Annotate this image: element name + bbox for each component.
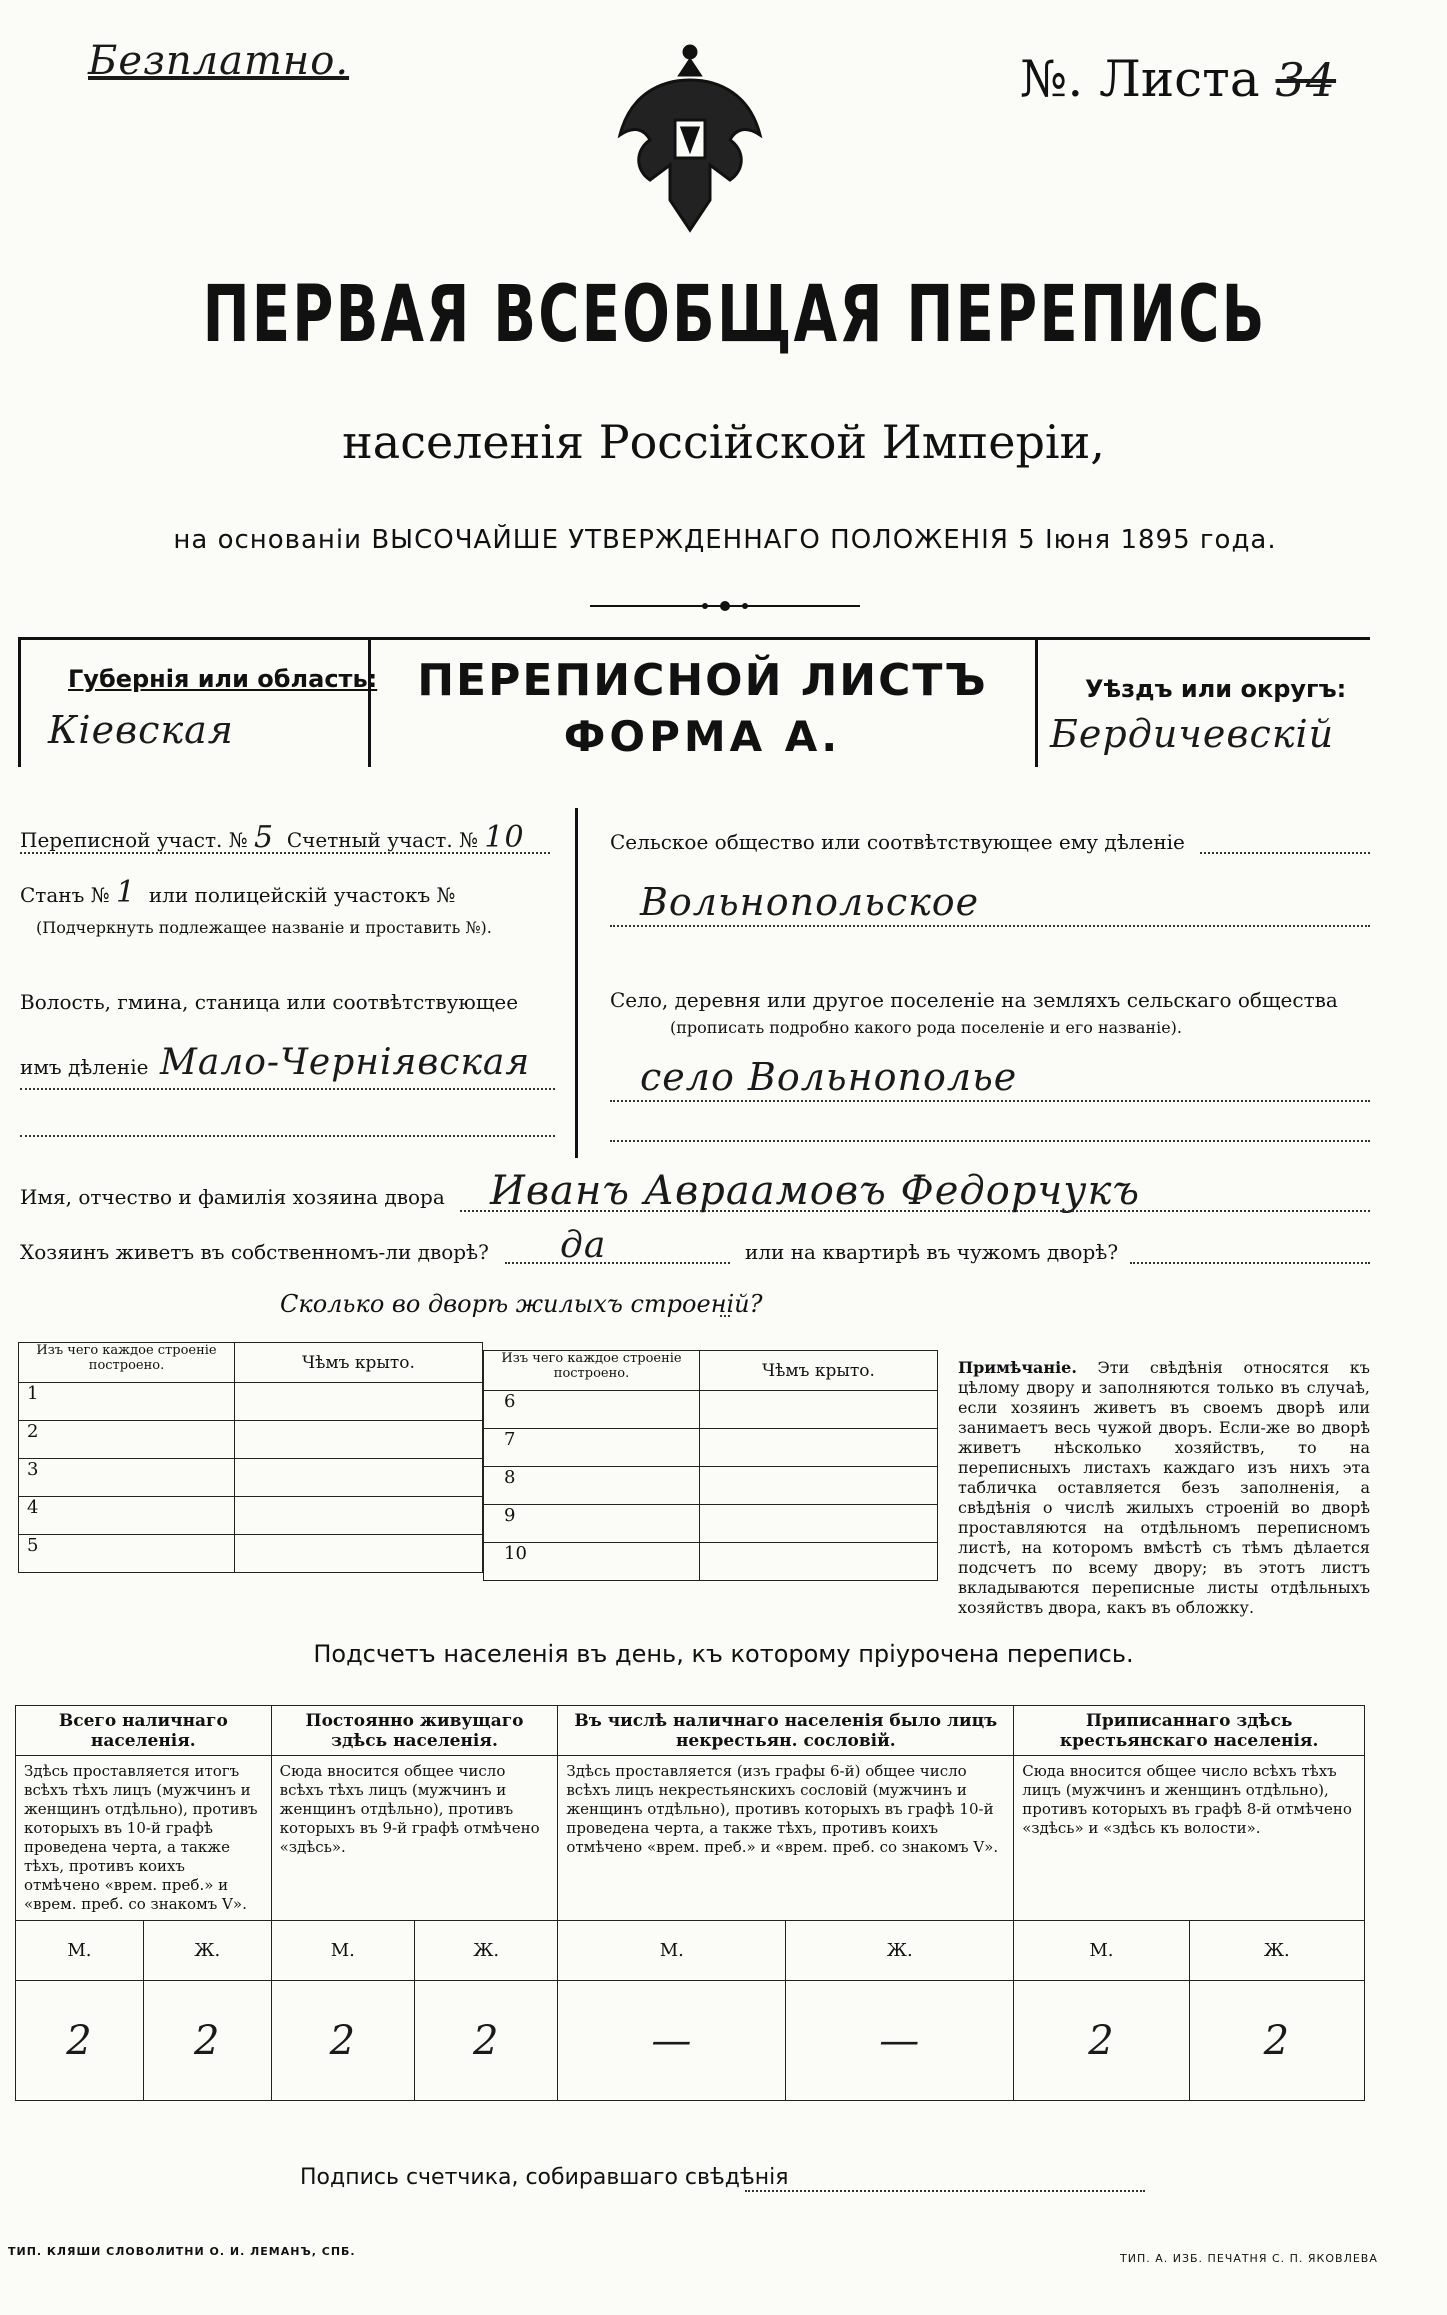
buildings-row-number: 2: [19, 1421, 235, 1459]
buildings-question: Сколько во дворѣ жилыхъ строеній?: [280, 1290, 763, 1318]
population-col-desc: Сюда вносится общее число всѣхъ тѣхъ лицъ (мужчинъ и женщинъ отдѣльно), противъ которыхъ въ графѣ 8-й отмѣчено «здѣсь» и «здѣсь къ волости».: [1014, 1756, 1365, 1921]
census-district-value: 5: [254, 820, 275, 855]
population-table: [15, 1705, 1365, 2101]
buildings-row-cell[interactable]: [700, 1543, 938, 1581]
buildings-row-number: 4: [19, 1497, 235, 1535]
main-title: ПЕРВАЯ ВСЕОБЩАЯ ПЕРЕПИСЬ: [202, 270, 1267, 360]
owner-rent-label: или на квартирѣ въ чужомъ дворѣ?: [745, 1240, 1119, 1264]
female-header: Ж.: [143, 1921, 271, 1981]
male-header: М.: [558, 1921, 786, 1981]
buildings-col-roof: Чѣмъ крыто.: [235, 1343, 483, 1383]
population-col-title: Приписаннаго здѣсь крестьянскаго населенія.: [1014, 1706, 1365, 1756]
population-col-title: Постоянно живущаго здѣсь населенія.: [271, 1706, 558, 1756]
printer-right: ТИП. А. ИЗБ. ПЕЧАТНЯ С. П. ЯКОВЛЕВА: [1120, 2252, 1378, 2265]
form-subtitle: ФОРМА А.: [563, 712, 842, 761]
form-title: ПЕРЕПИСНОЙ ЛИСТЪ: [417, 655, 988, 706]
count-district-value: 10: [484, 820, 525, 855]
stan-value: 1: [116, 875, 137, 910]
society-value: Вольнопольское: [640, 880, 980, 924]
uezd-label: Уѣздъ или округъ:: [1085, 675, 1347, 703]
female-header: Ж.: [786, 1921, 1014, 1981]
signature-label: Подпись счетчика, собиравшаго свѣдѣнія: [300, 2165, 789, 2190]
buildings-row-number: 1: [19, 1383, 235, 1421]
buildings-row-number: 8: [484, 1467, 700, 1505]
stan-label: Станъ №: [20, 883, 110, 907]
sheet-number: 34: [1275, 53, 1337, 107]
buildings-row-number: 7: [484, 1429, 700, 1467]
uezd-value: Бердичевскій: [1050, 712, 1335, 756]
buildings-row-number: 5: [19, 1535, 235, 1573]
stan-note: (Подчеркнуть подлежащее названіе и проставить №).: [36, 918, 492, 937]
owner-lives-value: да: [560, 1225, 607, 1266]
law-reference: на основаніи ВЫСОЧАЙШЕ УТВЕРЖДЕННАГО ПОЛОЖЕНІЯ 5 Іюня 1895 года.: [173, 525, 1277, 555]
population-male-value: 2: [271, 1981, 414, 2101]
buildings-table-right: [483, 1350, 938, 1581]
population-male-value: 2: [1014, 1981, 1189, 2101]
population-col-title: Всего наличнаго населенія.: [16, 1706, 272, 1756]
gubernia-value: Кіевская: [48, 708, 234, 752]
count-district-label: Счетный участ. №: [286, 828, 479, 852]
buildings-row-cell[interactable]: [235, 1459, 483, 1497]
buildings-col-material: Изъ чего каждое строеніе построено.: [19, 1343, 235, 1383]
population-female-value: —: [786, 1981, 1014, 2101]
owner-name-label: Имя, отчество и фамилія хозяина двора: [20, 1185, 445, 1209]
society-label: Сельское общество или соотвѣтствующее ему дѣленіе: [610, 830, 1185, 854]
buildings-row-number: 9: [484, 1505, 700, 1543]
population-col-desc: Сюда вносится общее число всѣхъ тѣхъ лицъ (мужчинъ и женщинъ отдѣльно), противъ которыхъ въ 9-й графѣ отмѣчено «здѣсь».: [271, 1756, 558, 1921]
imperial-eagle-emblem: [600, 40, 780, 240]
sheet-label: №. Листа: [1020, 50, 1260, 108]
owner-lives-label: Хозяинъ живетъ въ собственномъ-ли дворѣ?: [20, 1240, 489, 1264]
census-district-label: Переписной участ. №: [20, 828, 248, 852]
male-header: М.: [1014, 1921, 1189, 1981]
village-value: село Вольнополье: [640, 1055, 1018, 1099]
population-col-desc: Здѣсь проставляется (изъ графы 6-й) общее число всѣхъ лицъ некрестьянскихъ сословій (мужчинъ и женщинъ отдѣльно), противъ которыхъ въ графѣ 10-й проведена черта, а также тѣхъ, противъ коихъ отмѣчено «врем. преб.» и «врем. преб. со знакомъ V».: [558, 1756, 1014, 1921]
buildings-row-cell[interactable]: [235, 1535, 483, 1573]
free-label: Безплатно.: [88, 38, 350, 84]
female-header: Ж.: [1189, 1921, 1364, 1981]
population-col-title: Въ числѣ наличнаго населенія было лицъ некрестьян. сословій.: [558, 1706, 1014, 1756]
population-heading: Подсчетъ населенія въ день, къ которому пріурочена перепись.: [313, 1640, 1134, 1668]
buildings-row-cell[interactable]: [235, 1421, 483, 1459]
volost-value: Мало-Черніявская: [160, 1042, 531, 1083]
signature-line[interactable]: [745, 2190, 1145, 2192]
village-label: Село, деревня или другое поселеніе на земляхъ сельскаго общества: [610, 988, 1338, 1012]
note-text: Эти свѣдѣнія относятся къ цѣлому двору и заполняются только въ случаѣ, если хозяинъ живетъ въ своемъ дворѣ или занимаетъ весь чужой дворъ. Если-же во дворѣ живетъ нѣсколько хозяйствъ, то на переписныхъ листахъ каждаго изъ нихъ эта табличка оставляется безъ заполненія, а свѣдѣнія о числѣ жилыхъ строеній во дворѣ проставляются на отдѣльномъ переписномъ листѣ, на которомъ вмѣстѣ съ тѣмъ дѣлается подсчетъ по всему двору; въ этотъ листъ вкладываются переписные листы отдѣльныхъ хозяйствъ двора, какъ въ обложку.: [958, 1358, 1370, 1617]
note-block: [958, 1358, 1370, 1618]
header-top-rule: [18, 637, 1370, 640]
printer-left: ТИП. КЛЯШИ СЛОВОЛИТНИ О. И. ЛЕМАНЪ, СПБ.: [8, 2245, 356, 2258]
population-female-value: 2: [1189, 1981, 1364, 2101]
buildings-row-cell[interactable]: [235, 1497, 483, 1535]
population-male-value: —: [558, 1981, 786, 2101]
volost-label-2: имъ дѣленіе: [20, 1055, 149, 1079]
buildings-row-cell[interactable]: [700, 1505, 938, 1543]
male-header: М.: [16, 1921, 144, 1981]
ornament-divider: [590, 598, 860, 612]
subtitle: населенія Россійской Имперіи,: [342, 415, 1105, 469]
gubernia-label: Губернія или область:: [68, 665, 378, 693]
buildings-row-number: 6: [484, 1391, 700, 1429]
buildings-row-cell[interactable]: [700, 1391, 938, 1429]
volost-label: Волость, гмина, станица или соотвѣтствующее: [20, 990, 519, 1014]
buildings-table-left: [18, 1342, 483, 1573]
owner-name-value: Иванъ Авраамовъ Федорчукъ: [490, 1168, 1141, 1214]
buildings-row-number: 10: [484, 1543, 700, 1581]
male-header: М.: [271, 1921, 414, 1981]
village-note: (прописать подробно какого рода поселеніе и его названіе).: [670, 1018, 1182, 1037]
population-male-value: 2: [16, 1981, 144, 2101]
buildings-row-cell[interactable]: [235, 1383, 483, 1421]
buildings-row-number: 3: [19, 1459, 235, 1497]
female-header: Ж.: [415, 1921, 558, 1981]
population-female-value: 2: [143, 1981, 271, 2101]
buildings-row-cell[interactable]: [700, 1467, 938, 1505]
buildings-col-material: Изъ чего каждое строеніе построено.: [484, 1351, 700, 1391]
population-female-value: 2: [415, 1981, 558, 2101]
buildings-col-roof: Чѣмъ крыто.: [700, 1351, 938, 1391]
police-label: или полицейскій участокъ №: [148, 883, 456, 907]
note-title: Примѣчаніе.: [958, 1358, 1077, 1377]
buildings-row-cell[interactable]: [700, 1429, 938, 1467]
population-col-desc: Здѣсь проставляется итогъ всѣхъ тѣхъ лицъ (мужчинъ и женщинъ отдѣльно), противъ которыхъ въ 10-й графѣ проведена черта, а также тѣхъ, противъ коихъ отмѣчено «врем. преб.» и «врем. преб. со знакомъ V».: [16, 1756, 272, 1921]
